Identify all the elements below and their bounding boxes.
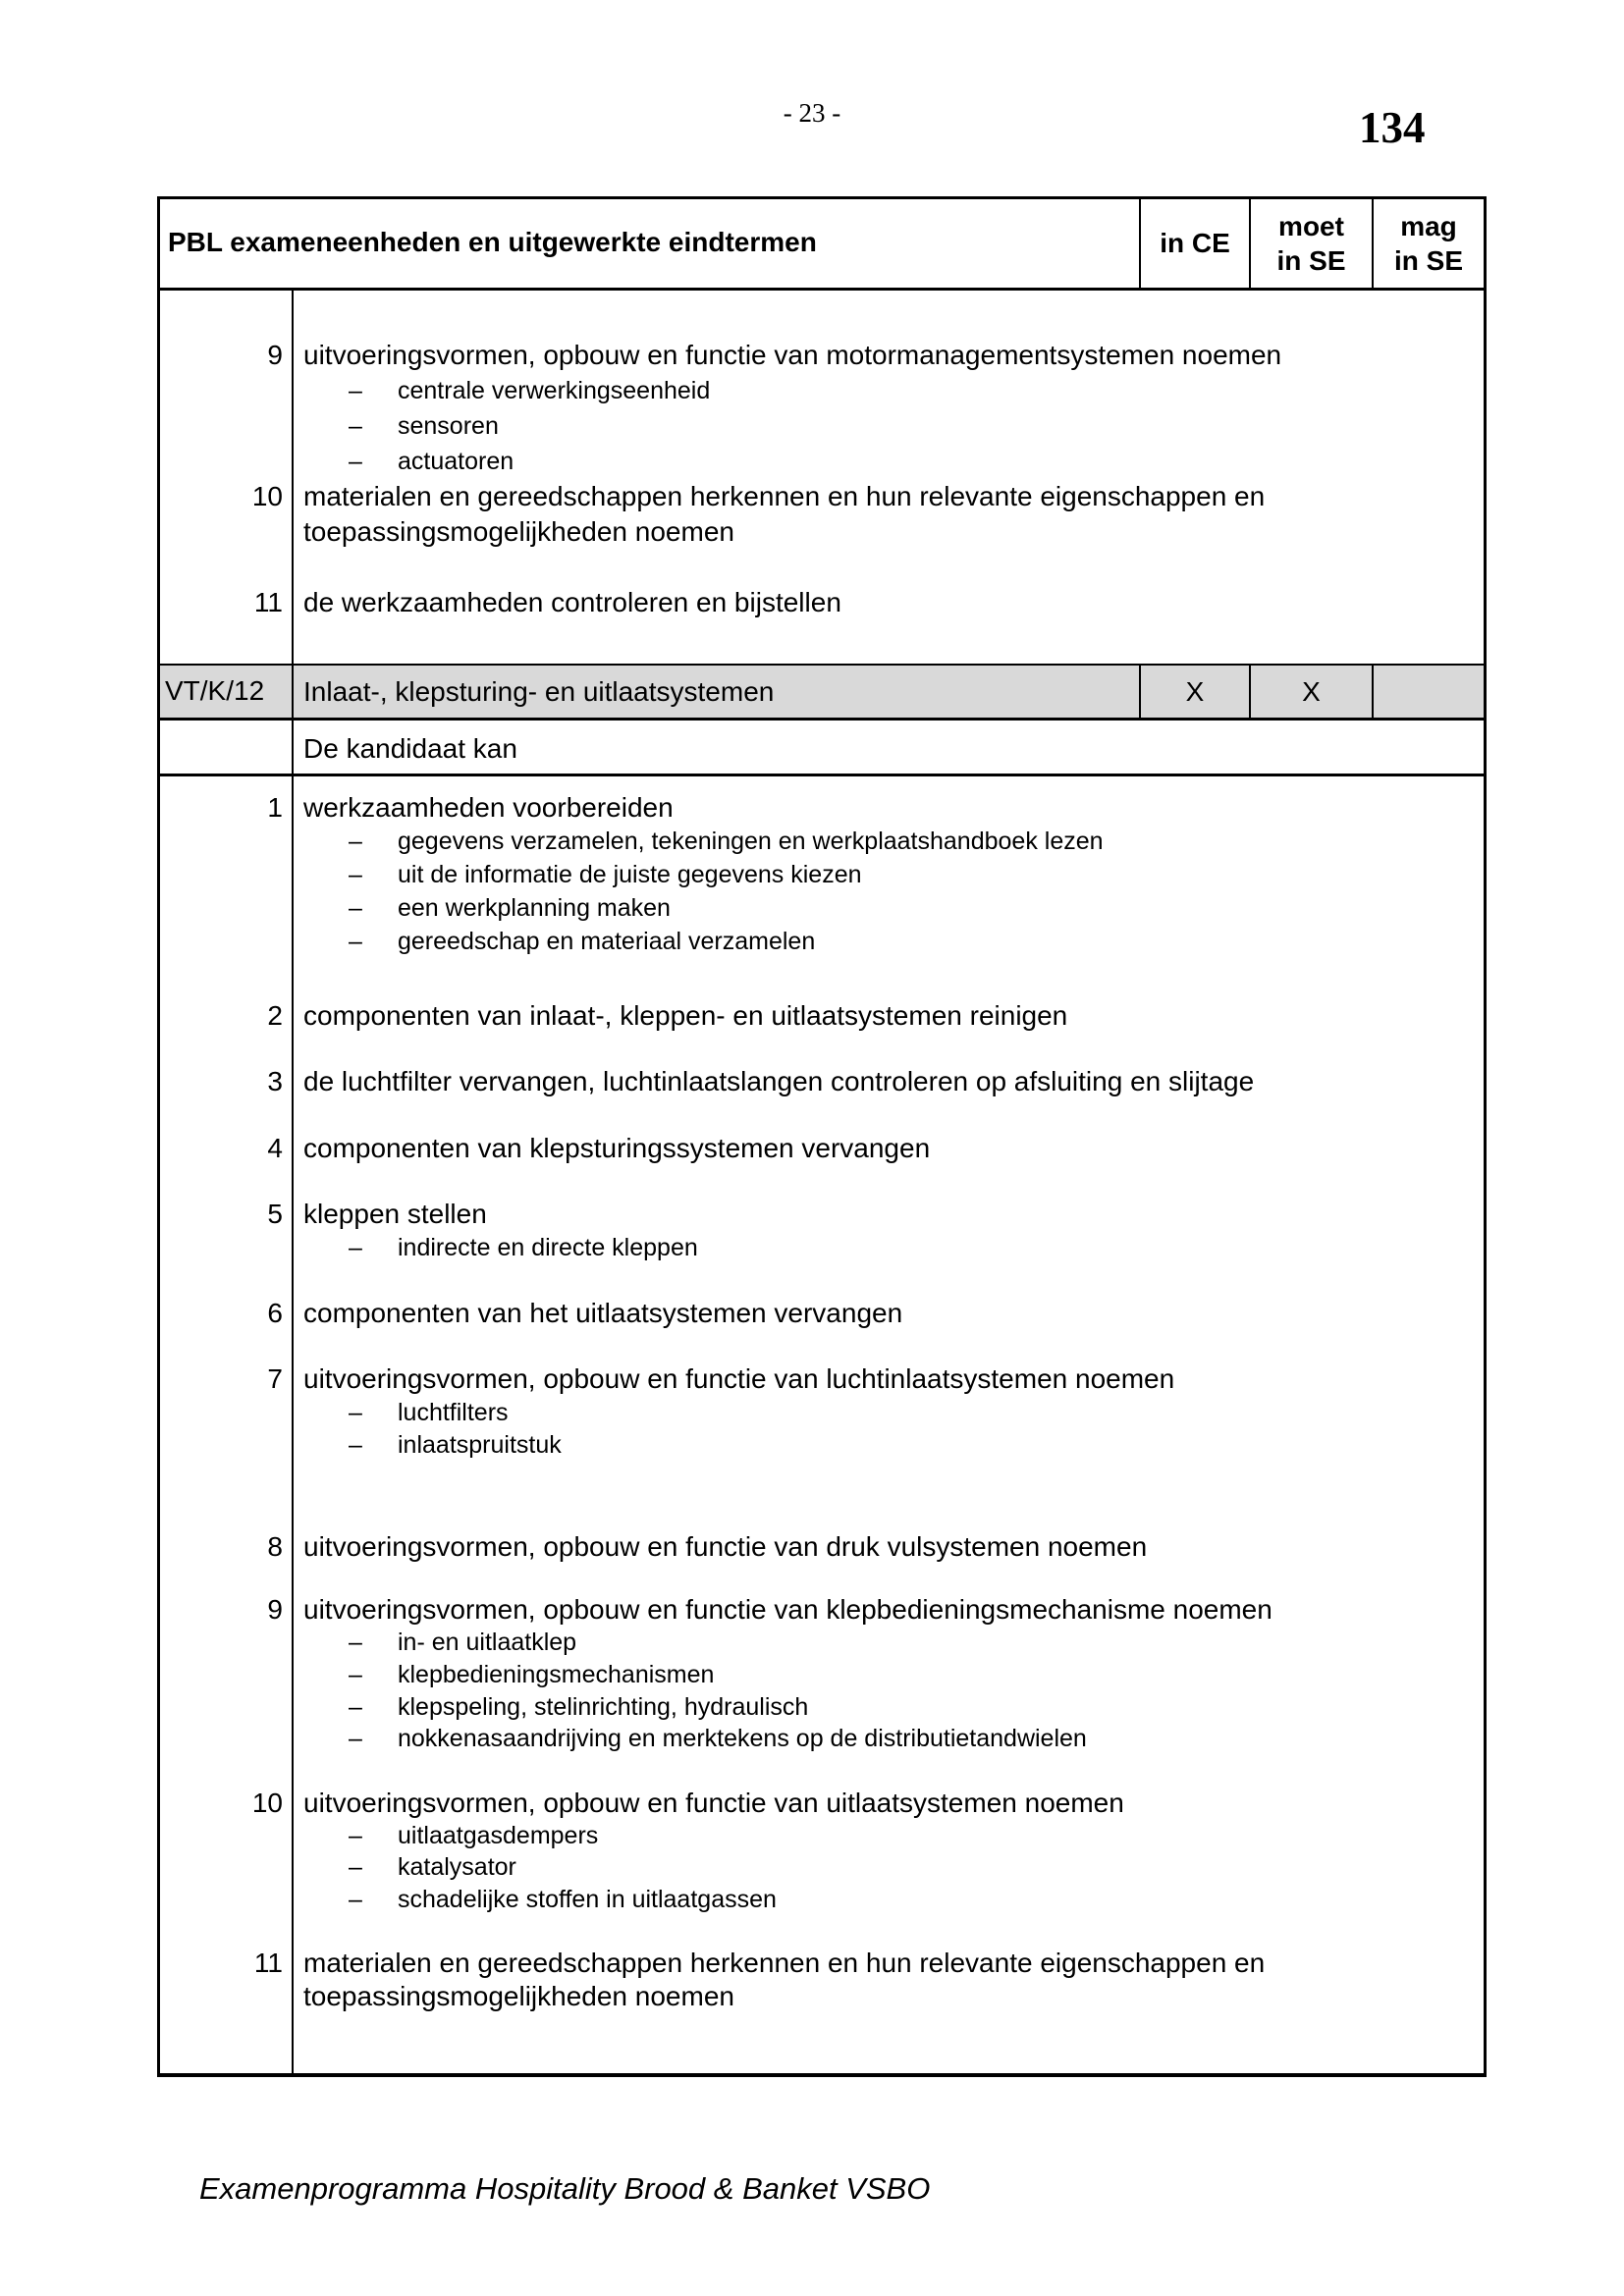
item-text: uitvoeringsvormen, opbouw en functie van luchtinlaatsystemen noemen [303, 1363, 1175, 1394]
item-number: 2 [267, 1000, 283, 1031]
item-number: 7 [267, 1363, 283, 1394]
item-text: componenten van klepsturingssystemen vervangen [303, 1133, 931, 1163]
sub-item: – katalysator [349, 1853, 516, 1881]
item-text: materialen en gereedschappen herkennen en hun relevante eigenschappen en [303, 1948, 1266, 1978]
item-text: uitvoeringsvormen, opbouw en functie van motormanagementsystemen noemen [303, 340, 1282, 370]
item-text: componenten van inlaat-, kleppen- en uitlaatsystemen reinigen [303, 1000, 1068, 1031]
sub-item: – klepspeling, stelinrichting, hydraulisch [349, 1693, 809, 1721]
table-border-top [157, 196, 1487, 199]
item-number: 11 [253, 1948, 283, 1978]
intro-text: De kandidaat kan [303, 733, 517, 764]
item-text: kleppen stellen [303, 1199, 487, 1229]
unit-code: VT/K/12 [165, 675, 265, 706]
unit-moet-in-se-mark: X [1302, 676, 1321, 707]
dash-bullet-icon: – [349, 1693, 362, 1721]
dash-bullet-icon: – [349, 1886, 362, 1913]
dash-bullet-icon: – [349, 1822, 362, 1849]
sub-item: – inlaatspruitstuk [349, 1431, 562, 1459]
sub-item: – klepbedieningsmechanismen [349, 1661, 715, 1688]
dash-bullet-icon: – [349, 412, 362, 440]
sub-item: – uitlaatgasdempers [349, 1822, 599, 1849]
unit-row-top-rule [157, 664, 1487, 666]
item-number: 8 [267, 1531, 283, 1562]
item-number: 9 [267, 340, 283, 370]
dash-bullet-icon: – [349, 1399, 362, 1426]
item-text: werkzaamheden voorbereiden [303, 792, 674, 823]
item-text: de werkzaamheden controleren en bijstellen [303, 587, 841, 617]
header-in-ce: in CE [1160, 228, 1230, 258]
dash-bullet-icon: – [349, 828, 362, 855]
item-text: componenten van het uitlaatsystemen vervangen [303, 1298, 903, 1328]
header-moet-in-se-line1: moet [1278, 211, 1344, 241]
item-number: 5 [267, 1199, 283, 1229]
item-text: materialen en gereedschappen herkennen en hun relevante eigenschappen en [303, 481, 1266, 511]
sub-item: – sensoren [349, 412, 499, 440]
sub-item: – actuatoren [349, 448, 514, 475]
dash-bullet-icon: – [349, 1725, 362, 1752]
item-number: 9 [267, 1594, 283, 1625]
sub-item: – een werkplanning maken [349, 894, 671, 922]
page-number: 134 [1359, 103, 1426, 152]
sub-item: – luchtfilters [349, 1399, 509, 1426]
dash-bullet-icon: – [349, 1431, 362, 1459]
dash-bullet-icon: – [349, 1661, 362, 1688]
dash-bullet-icon: – [349, 1853, 362, 1881]
sub-item: – gereedschap en materiaal verzamelen [349, 928, 816, 955]
dash-bullet-icon: – [349, 377, 362, 404]
item-number: 10 [251, 1788, 283, 1818]
item-text: uitvoeringsvormen, opbouw en functie van druk vulsystemen noemen [303, 1531, 1148, 1562]
sub-item: – indirecte en directe kleppen [349, 1234, 698, 1261]
unit-in-ce-mark: X [1185, 676, 1205, 707]
dash-bullet-icon: – [349, 1234, 362, 1261]
mag-column-divider-unit [1372, 665, 1374, 720]
item-number: 4 [267, 1133, 283, 1163]
item-text: de luchtfilter vervangen, luchtinlaatslangen controleren op afsluiting en slijtage [303, 1066, 1255, 1096]
item-text: uitvoeringsvormen, opbouw en functie van uitlaatsystemen noemen [303, 1788, 1124, 1818]
intro-row-bottom-rule [157, 774, 1487, 776]
dash-bullet-icon: – [349, 861, 362, 888]
number-column-divider [292, 289, 294, 2075]
item-number: 1 [267, 792, 283, 823]
item-number: 10 [251, 481, 283, 511]
header-mag-in-se-line1: mag [1400, 211, 1457, 241]
item-number: 6 [267, 1298, 283, 1328]
item-text: uitvoeringsvormen, opbouw en functie van klepbedieningsmechanisme noemen [303, 1594, 1272, 1625]
page-footer: Examenprogramma Hospitality Brood & Banket VSBO [199, 2171, 931, 2206]
sub-item: – gegevens verzamelen, tekeningen en werkplaatshandboek lezen [349, 828, 1104, 855]
sub-item: – nokkenasaandrijving en merktekens op de distributietandwielen [349, 1725, 1087, 1752]
dash-bullet-icon: – [349, 1629, 362, 1656]
unit-title: Inlaat-, klepsturing- en uitlaatsystemen [303, 676, 775, 707]
header-mag-in-se-line2: in SE [1393, 245, 1463, 276]
item-number: 3 [267, 1066, 283, 1096]
table-border-right [1484, 196, 1487, 2077]
unit-row-bottom-rule [157, 718, 1487, 721]
dash-bullet-icon: – [349, 448, 362, 475]
item-text-continued: toepassingsmogelijkheden noemen [303, 1981, 734, 2011]
item-text-continued: toepassingsmogelijkheden noemen [303, 516, 734, 547]
sub-item: – uit de informatie de juiste gegevens kiezen [349, 861, 862, 888]
header-moet-in-se-line2: in SE [1276, 245, 1346, 276]
sub-item: – schadelijke stoffen in uitlaatgassen [349, 1886, 777, 1913]
item-number: 11 [253, 587, 283, 617]
sub-item: – in- en uitlaatklep [349, 1629, 577, 1656]
sub-item: – centrale verwerkingseenheid [349, 377, 711, 404]
dash-bullet-icon: – [349, 894, 362, 922]
table-header-title: PBL exameneenheden en uitgewerkte eindtermen [168, 227, 817, 257]
dash-bullet-icon: – [349, 928, 362, 955]
table-border-bottom [157, 2073, 1487, 2077]
header-divider [157, 288, 1487, 291]
page-center-label: - 23 - [783, 98, 841, 128]
